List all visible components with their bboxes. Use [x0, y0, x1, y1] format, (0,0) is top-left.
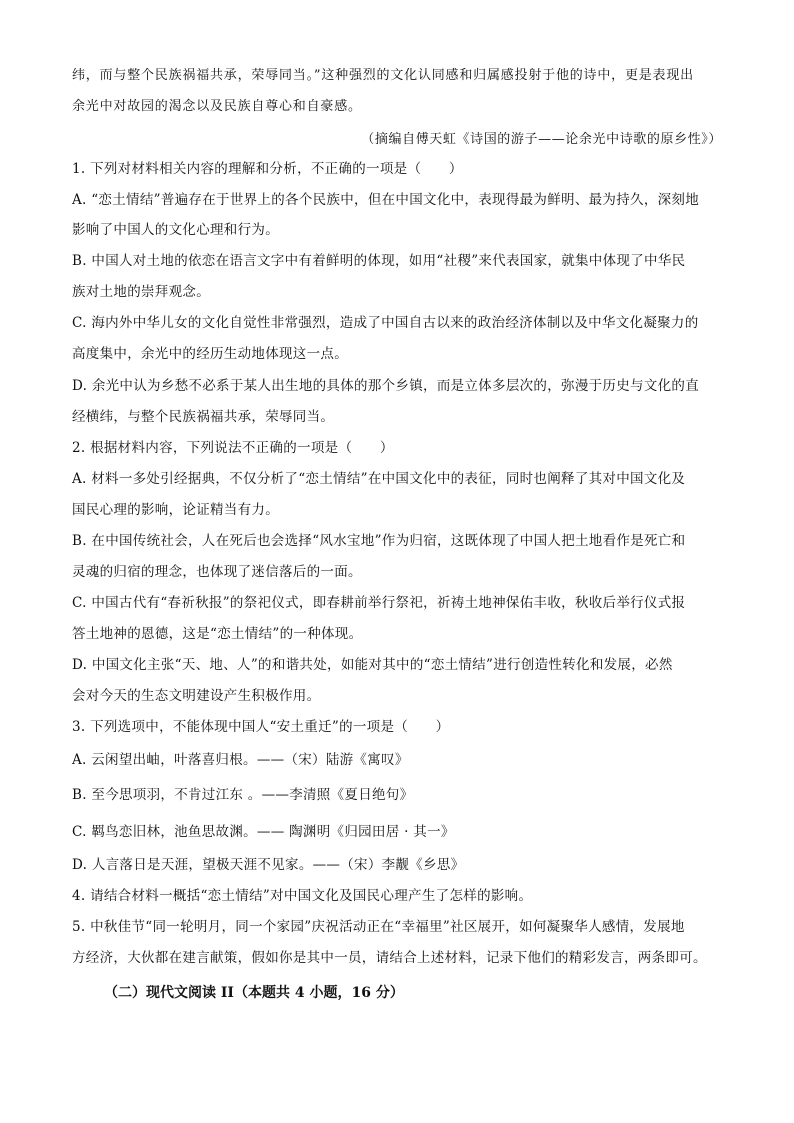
q1-option-d-cont: 经横纬，与整个民族祸福共承，荣辱同当。: [72, 409, 335, 425]
question-5-stem: 5. 中秋佳节“同一轮明月，同一个家园”庆祝活动正在“幸福里”社区展开，如何凝聚华人感情，发展地: [72, 919, 685, 935]
q1-option-d: D. 余光中认为乡愁不必系于某人出生地的具体的那个乡镇，而是立体多层次的，弥漫于历史与文化的直: [72, 378, 700, 394]
q1-option-c: C. 海内外中华儿女的文化自觉性非常强烈，造成了中国自古以来的政治经济体制以及中华文化凝聚力的: [72, 315, 699, 331]
q2-option-b-cont: 灵魂的归宿的理念，也体现了迷信落后的一面。: [72, 564, 362, 580]
q2-option-b: B. 在中国传统社会，人在死后也会选择“风水宝地”作为归宿，这既体现了中国人把土地看作是死亡和: [72, 533, 686, 549]
q1-option-c-cont: 高度集中，余光中的经历生动地体现这一点。: [72, 346, 348, 362]
question-4-stem: 4. 请结合材料一概括“恋土情结”对中国文化及国民心理产生了怎样的影响。: [72, 888, 533, 904]
q1-option-a: A. “恋土情结”普遍存在于世界上的各个民族中，但在中国文化中，表现得最为鲜明、最为持久，深刻地: [72, 192, 700, 208]
question-5-stem-cont: 方经济，大伙都在建言献策，假如你是其中一员，请结合上述材料，记录下他们的精彩发言，两条即可。: [72, 950, 707, 966]
q1-option-b: B. 中国人对土地的依恋在语言文字中有着鲜明的体现，如用“社稷”来代表国家，就集中体现了中华民: [72, 253, 686, 269]
q3-option-a: A. 云闲望出岫，叶落喜归根。——（宋）陆游《寓叹》: [72, 752, 409, 768]
question-3-stem: 3. 下列选项中，不能体现中国人“安土重迁”的一项是（ ）: [72, 719, 450, 735]
section-heading: （二）现代文阅读 II（本题共 4 小题，16 分）: [104, 985, 404, 1001]
intro-text-line-1: 纬，而与整个民族祸福共承，荣辱同当。”这种强烈的文化认同感和归属感投射于他的诗中，更是表现出: [72, 68, 694, 83]
q2-option-c: C. 中国古代有“春祈秋报”的祭祀仪式，即春耕前举行祭祀，祈祷土地神保佑丰收，秋收后举行仪式报: [72, 595, 686, 611]
q3-option-b: B. 至今思项羽，不肯过江东 。——李清照《夏日绝句》: [72, 787, 414, 803]
q2-option-a: A. 材料一多处引经据典，不仅分析了“恋土情结”在中国文化中的表征，同时也阐释了其对中国文化及: [72, 471, 686, 487]
q3-option-c: C. 羁鸟恋旧林，池鱼思故渊。—— 陶渊明《归园田居 · 其一》: [72, 824, 455, 840]
q2-option-a-cont: 国民心理的影响，论证精当有力。: [72, 502, 279, 518]
intro-text-line-2: 余光中对故园的渴念以及民族自尊心和自豪感。: [72, 99, 362, 114]
q2-option-d: D. 中国文化主张“天、地、人”的和谐共处，如能对其中的“恋土情结”进行创造性转化和发展，必然: [72, 657, 673, 673]
q1-option-a-cont: 影响了中国人的文化心理和行为。: [72, 222, 279, 238]
question-1-stem: 1. 下列对材料相关内容的理解和分析，不正确的一项是（ ）: [72, 161, 463, 177]
source-citation: （摘编自傅天虹《诗国的游子——论余光中诗歌的原乡性》）: [361, 132, 722, 147]
q3-option-d: D. 人言落日是天涯，望极天涯不见家。——（宋）李觏《乡思》: [72, 857, 465, 873]
q2-option-d-cont: 会对今天的生态文明建设产生积极作用。: [72, 688, 321, 704]
question-2-stem: 2. 根据材料内容，下列说法不正确的一项是（ ）: [72, 440, 394, 456]
q2-option-c-cont: 答土地神的恩德，这是“恋土情结”的一种体现。: [72, 626, 363, 642]
q1-option-b-cont: 族对土地的崇拜观念。: [72, 284, 210, 300]
